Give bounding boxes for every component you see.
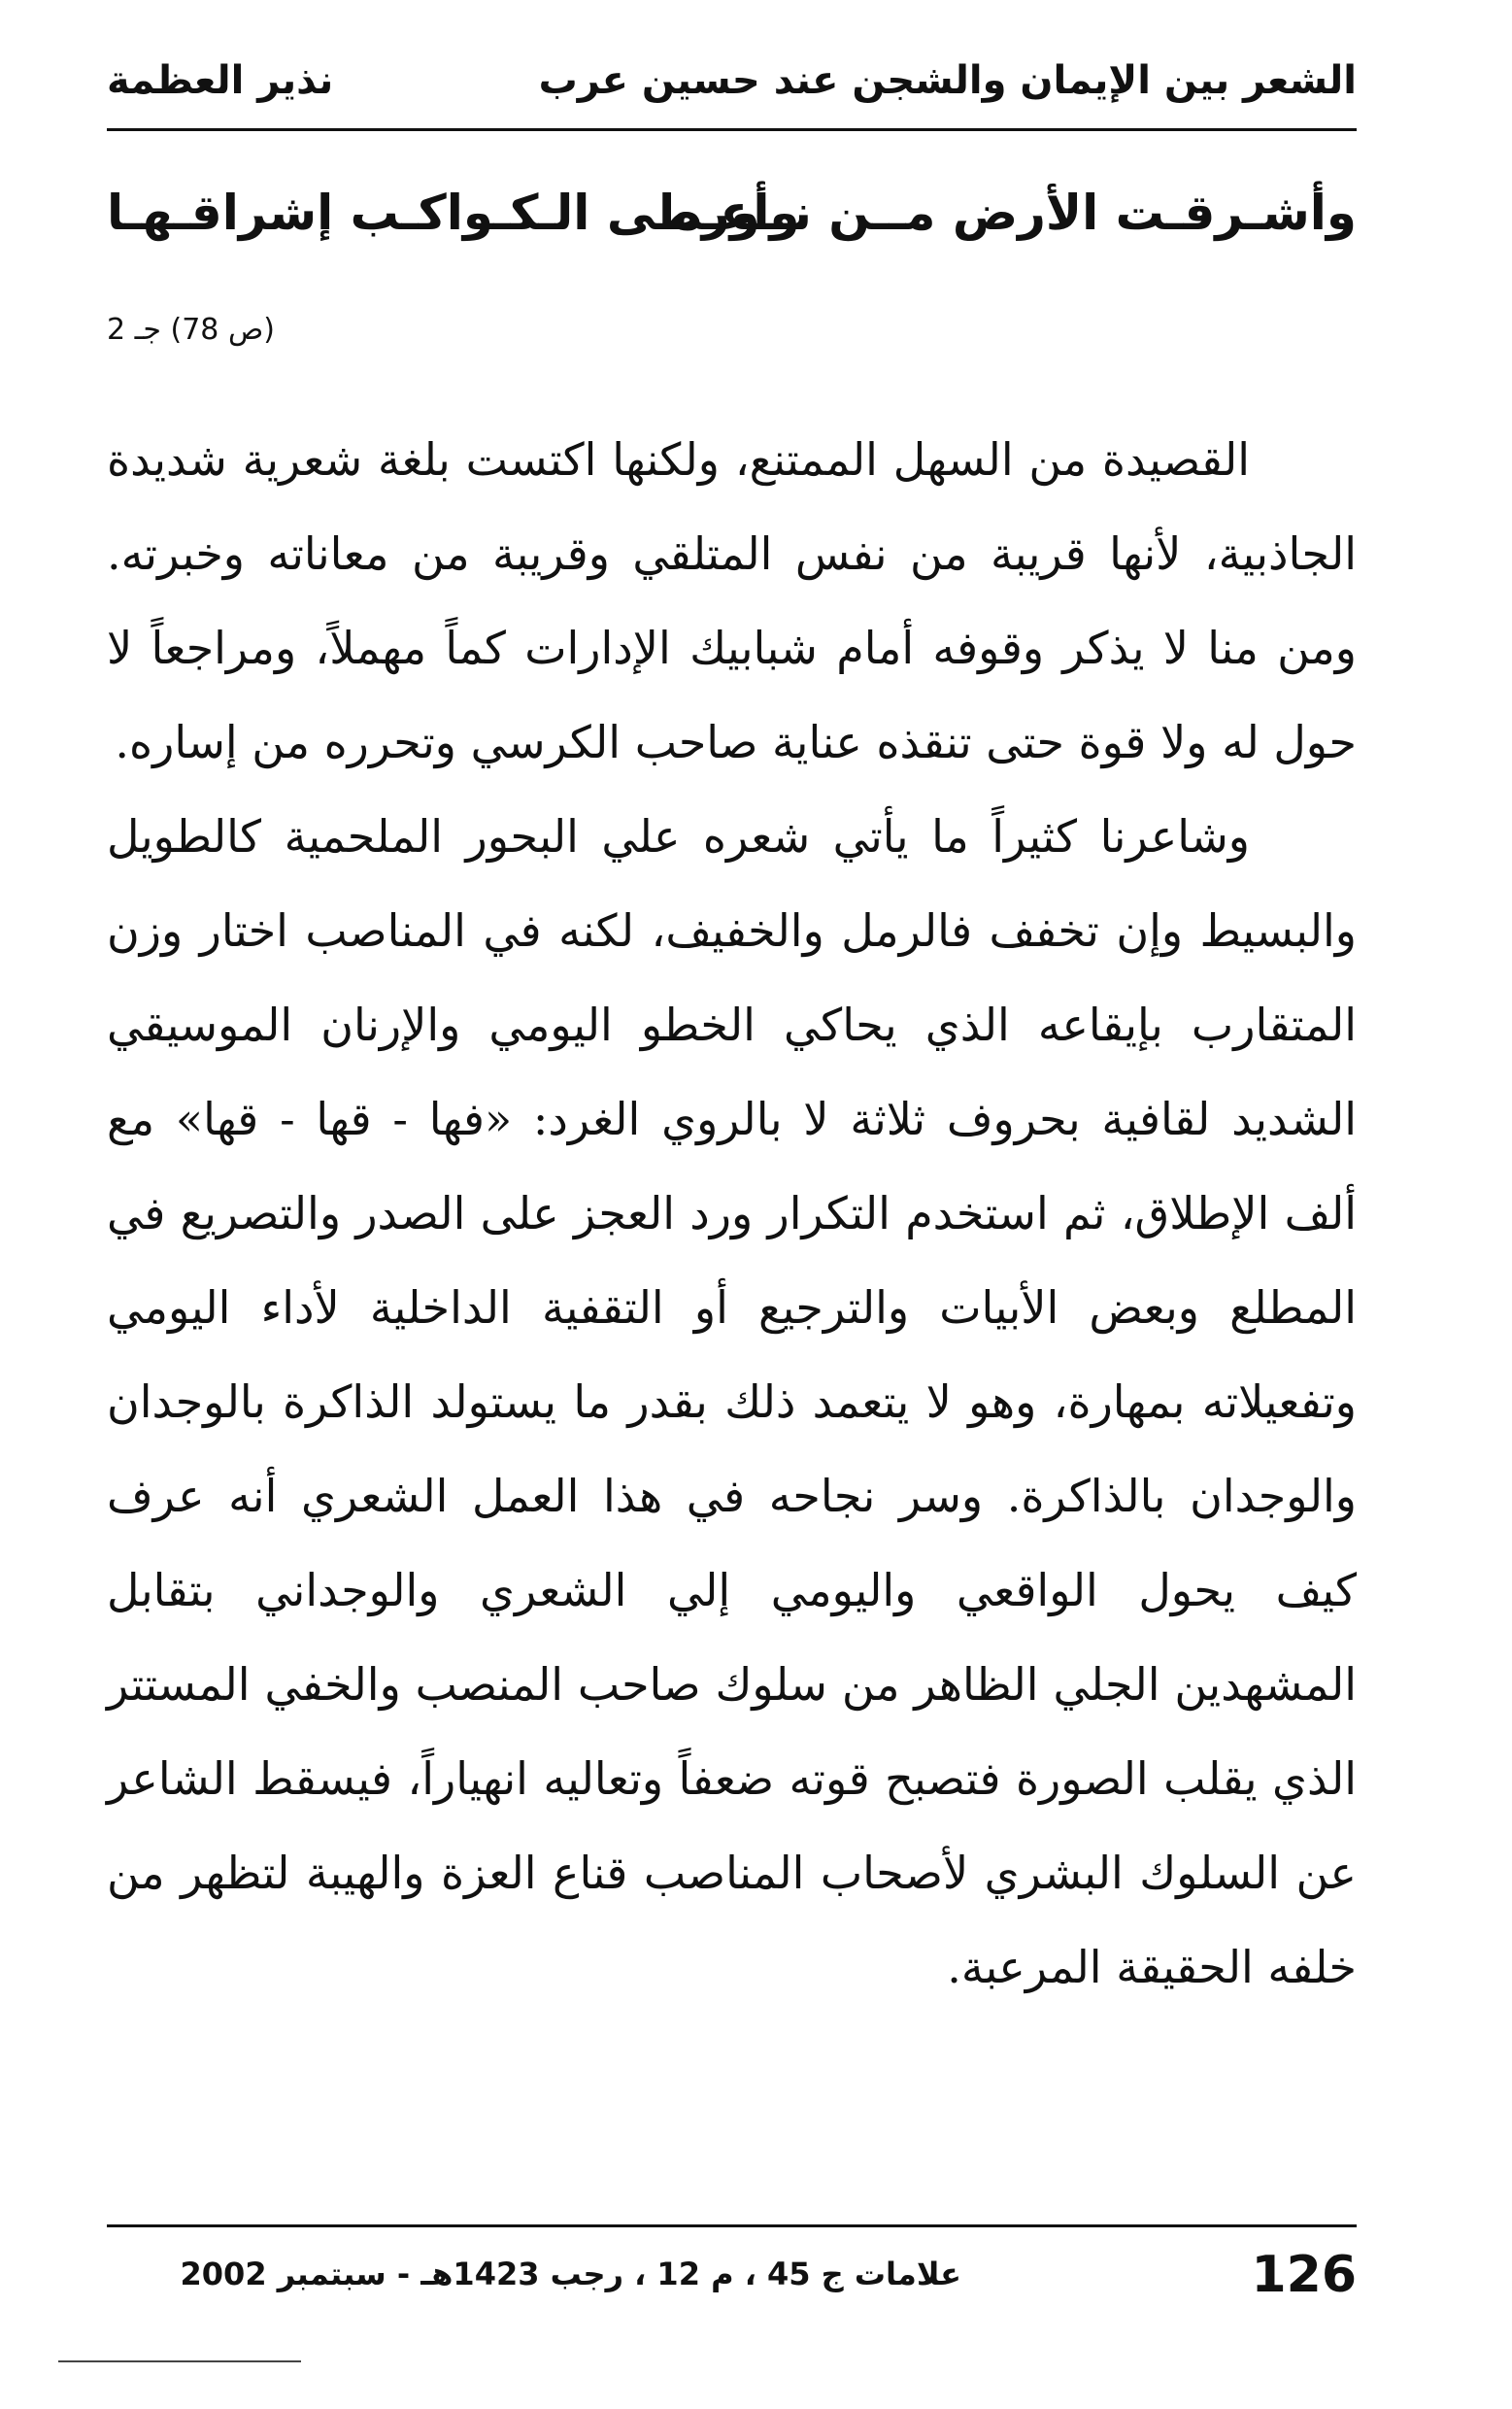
paragraph: القصيدة من السهل الممتنع، ولكنها اكتست بلغة شعرية شديدة الجاذبية، لأنها قريبة من نفس المتلقي وقريبة من معاناته وخبرته. ومن منا لا يذكر وقوفه أمام شبابيك الإدارات كماً مهملاً، ومراجعاً لا حول له ولا قوة حتى تنقذه عناية صاحب الكرسي وتحرره من إساره. (107, 433, 1357, 768)
footer-divider (107, 2224, 1357, 2227)
header-divider (107, 128, 1357, 131)
running-header-title: الشعر بين الإيمان والشجن عند حسين عرب (538, 58, 1357, 103)
page-number: 126 (1251, 2246, 1357, 2304)
page-footer (107, 2246, 1357, 2314)
verse-second-hemistich: وأعـطى الـكـواكـب إشراقـهـا (107, 185, 800, 241)
verse-first-hemistich: وأشـرقـت الأرض مــن نــوره (673, 185, 1357, 241)
poem-verse (107, 175, 1357, 272)
bottom-margin-rule (58, 2360, 301, 2362)
journal-issue-info: علامات ج 45 ، م 12 ، رجب 1423هـ - سبتمبر 2002 (180, 2256, 961, 2292)
verse-citation: (ص 78) جـ 2 (107, 313, 275, 347)
body-text (107, 413, 1357, 2015)
running-header (107, 51, 1357, 119)
running-header-author: نذير العظمة (107, 58, 334, 103)
paragraph: وشاعرنا كثيراً ما يأتي شعره علي البحور الملحمية كالطويل والبسيط وإن تخفف فالرمل والخفيف، لكنه في المناصب اختار وزن المتقارب بإيقاعه الذي يحاكي الخطو اليومي والإرنان الموسيقي الشديد لقافية بحروف ثلاثة لا بالروي الغرد: «فها - قها - قها» مع ألف الإطلاق، ثم استخدم التكرار ورد العجز على الصدر والتصريع في المطلع وبعض الأبيات والترجيع أو التقفية الداخلية لأداء اليومي وتفعيلاته بمهارة، وهو لا يتعمد ذلك بقدر ما يستولد الذاكرة بالوجدان والوجدان بالذاكرة. وسر نجاحه في هذا العمل الشعري أنه عرف كيف يحول الواقعي واليومي إلي الشعري والوجداني بتقابل المشهدين الجلي الظاهر من سلوك صاحب المنصب والخفي المستتر الذي يقلب الصورة فتصبح قوته ضعفاً وتعاليه انهياراً، فيسقط الشاعر عن السلوك البشري لأصحاب المناصب قناع العزة والهيبة لتظهر من خلفه الحقيقة المرعبة. (107, 810, 1357, 1993)
